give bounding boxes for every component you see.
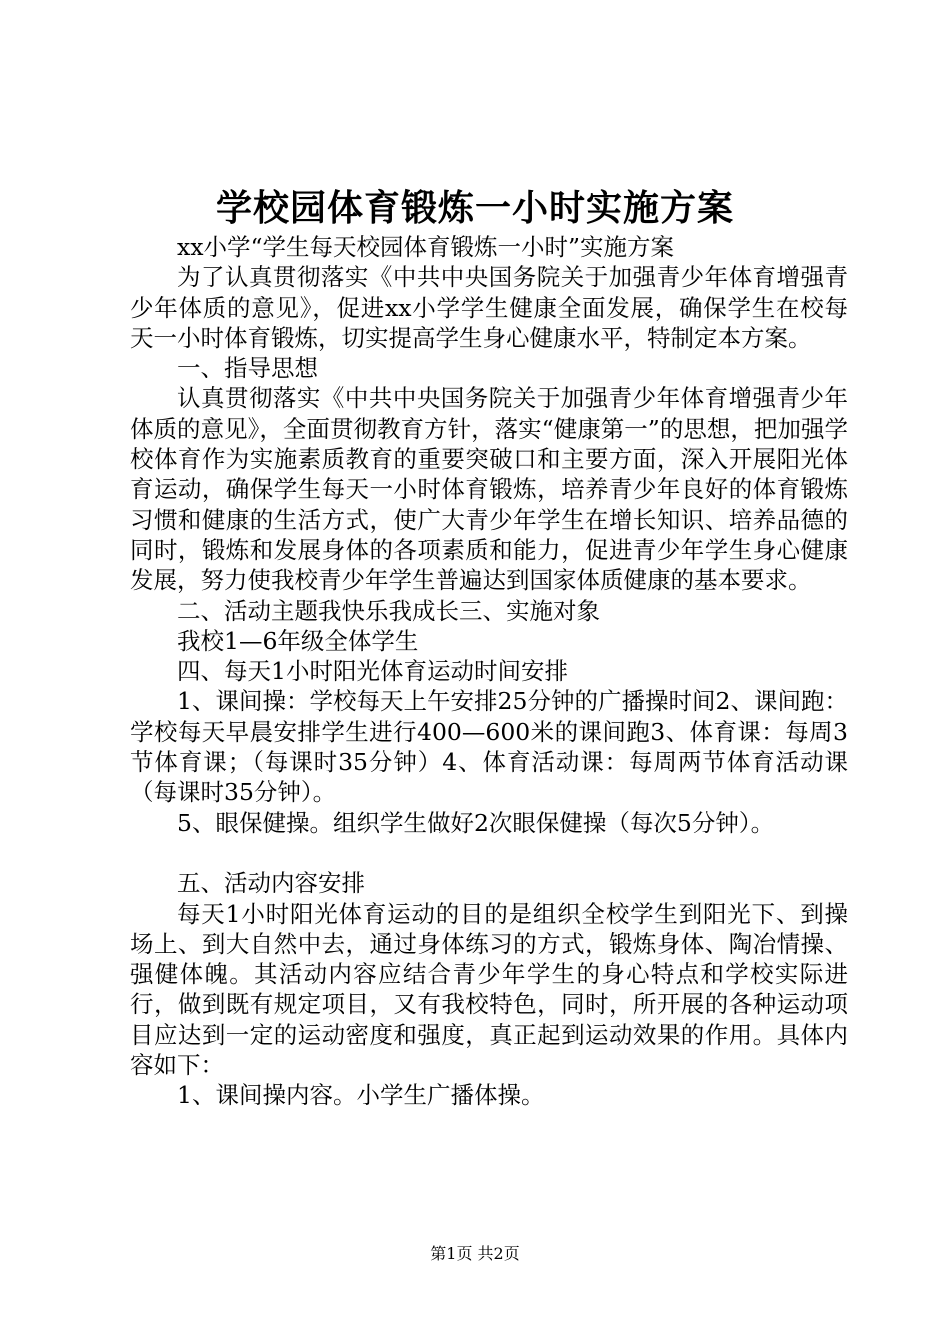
heading-theme-and-target: 二、活动主题我快乐我成长三、实施对象: [177, 596, 600, 625]
document-body: [130, 232, 848, 1111]
paragraph-intro: 为了认真贯彻落实《中共中央国务院关于加强青少年体育增强青少年体质的意见》，促进xx小学学生健康全面发展，确保学生在校每天一小时体育锻炼，切实提高学生身心健康水平，特制定本方案。: [130, 263, 848, 352]
document-title: 学校园体育锻炼一小时实施方案: [215, 187, 734, 229]
paragraph-eye-exercise: 5、眼保健操。组织学生做好2次眼保健操（每次5分钟）。: [177, 808, 775, 837]
paragraph-activity-content: 每天1小时阳光体育运动的目的是组织全校学生到阳光下、到操场上、到大自然中去，通过身体练习的方式，锻炼身体、陶冶情操、强健体魄。其活动内容应结合青少年学生的身心特点和学校实际进行，做到既有规定项目，又有我校特色，同时，所开展的各种运动项目应达到一定的运动密度和强度，真正起到运动效果的作用。具体内容如下：: [130, 899, 848, 1080]
blank-line: [130, 838, 848, 868]
heading-guiding-thought: 一、指导思想: [177, 354, 318, 383]
paragraph-break-exercise: 1、课间操内容。小学生广播体操。: [177, 1081, 545, 1110]
paragraph-target-students: 我校1—6年级全体学生: [177, 626, 419, 655]
paragraph-guiding-thought: 认真贯彻落实《中共中央国务院关于加强青少年体育增强青少年体质的意见》，全面贯彻教育方针，落实“健康第一”的思想，把加强学校体育作为实施素质教育的重要突破口和主要方面，深入开展阳光体育运动，确保学生每天一小时体育锻炼，培养青少年良好的体育锻炼习惯和健康的生活方式，使广大青少年学生在增长知识、培养品德的同时，锻炼和发展身体的各项素质和能力，促进青少年学生身心健康发展，努力使我校青少年学生普遍达到国家体质健康的基本要求。: [130, 384, 848, 595]
page-footer: 第1页 共2页: [430, 1244, 520, 1263]
paragraph-schedule-items: 1、课间操：学校每天上午安排25分钟的广播操时间2、课间跑：学校每天早晨安排学生进行400—600米的课间跑3、体育课：每周3节体育课；（每课时35分钟）4、体育活动课：每周两节体育活动课（每课时35分钟）。: [130, 687, 848, 807]
heading-activity-content: 五、活动内容安排: [177, 869, 365, 898]
paragraph-subtitle: xx小学“学生每天校园体育锻炼一小时”实施方案: [177, 233, 675, 261]
heading-time-schedule: 四、每天1小时阳光体育运动时间安排: [177, 657, 568, 686]
